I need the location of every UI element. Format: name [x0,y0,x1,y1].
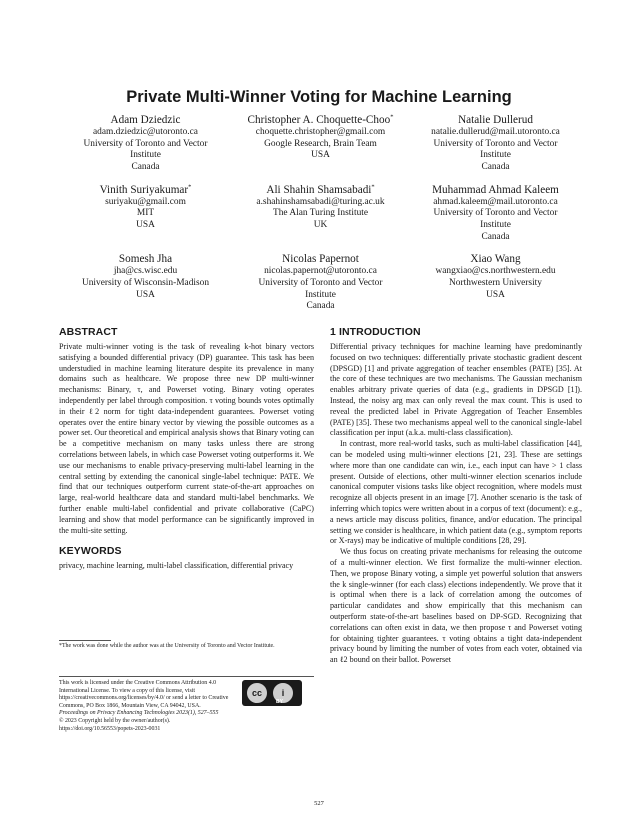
author-affiliation: Canada [131,161,160,172]
copyright-line: © 2023 Copyright held by the owner/author(s). [59,717,171,724]
by-label: BY [276,699,283,705]
author-name: Christopher A. Choquette-Choo* [247,113,394,126]
author-affiliation: MIT [136,208,155,219]
author-affiliation: Canada [306,301,335,312]
keywords-heading: KEYWORDS [59,545,122,558]
author-affiliation: UK [313,219,328,230]
author-name: Muhammad Ahmad Kaleem [432,183,559,196]
author-affiliation: Institute [130,150,161,161]
paper-title: Private Multi-Winner Voting for Machine Learning [126,88,512,106]
author-affiliation: Institute [305,289,336,300]
abstract-heading: ABSTRACT [59,326,118,338]
author-affiliation: University of Toronto and Vector [83,138,208,149]
author-email[interactable]: choquette.christopher@gmail.com [255,127,386,138]
author-footnote-mark: * [188,182,192,190]
abstract-text: Private multi-winner voting is the task of revealing k-hot binary vectors satisfying a bounded differential privacy (DP) guarantee. This task has been understudied in machine learning literature despite its prevalence in many domains such as healthcare. We propose three new DP multi-winner mechanisms: Binary, τ, and Powerset voting. Binary voting operates independently per label through composition. τ voting bounds votes optimally in their ℓ2 norm for tight data-independent guarantees. Powerset voting operates over the entire binary vector by viewing the possible outcomes as a power set. Our theoretical and empirical analysis shows that Binary voting can be a competitive mechanism on many tasks unless there are strong correlations between labels, in which case Powerset voting outperforms it. We use our mechanisms to enable privacy-preserving multi-label learning in the central setting by extending the canonical single-label technique: PATE. We find that our techniques outperform current state-of-the-art approaches on large, real-world healthcare data and standard multi-label benchmarks. We further enable multi-label confidential and private collaborative (CaPC) learning and show that model performance can be significantly improved in the multi-site setting. [59,342,314,535]
author-affiliation: University of Toronto and Vector [433,138,558,149]
author-email[interactable]: a.shahinshamsabadi@turing.ac.uk [256,196,385,207]
author-affiliation: Institute [480,150,511,161]
intro-paragraph: In contrast, more real-world tasks, such as multi-label classification [44], can be modeled using multi-winner elections [21, 23]. These are settings where more than one candidate can win, i.e., each input can have > 1 class present. Outside of elections, other multi-winner election scenarios include canonical computer visions tasks like object recognition, where models must recognize all objects present in an image [7]. Another scenario is the task of inferring which topics were written about in a corpus of text (document): e.g., a news article may discuss politics, finance, and/or education. The principal setting we consider is healthcare, in which patient data (e.g., symptom reports or X-rays) may be indicative of multiple conditions [28, 29]. [330,439,582,546]
author-name: Somesh Jha [118,253,173,266]
left-column [59,326,314,572]
right-column [330,326,582,666]
author-affiliation: USA [136,219,155,230]
author-email[interactable]: wangxiao@cs.northwestern.edu [435,266,556,277]
introduction-heading: 1 INTRODUCTION [330,326,421,338]
author-email[interactable]: adam.dziedzic@utoronto.ca [93,127,198,138]
author-affiliation: Canada [481,231,510,242]
author-affiliation: Google Research, Brain Team [264,138,377,149]
author-affiliation: The Alan Turing Institute [272,208,369,219]
attribution-icon: i [272,682,294,704]
author-block [58,114,582,313]
proceedings-line: Proceedings on Privacy Enhancing Technologies 2023(1), 527–555 [59,710,219,717]
author-affiliation: USA [311,150,330,161]
author-name: Adam Dziedzic [110,114,181,126]
keywords-text: privacy, machine learning, multi-label classification, differential privacy [59,561,294,571]
page-number: 527 [314,800,324,807]
author-name: Vinith Suriyakumar* [99,182,192,196]
cc-by-badge [242,680,302,706]
footnote-rule [59,640,111,641]
author-affiliation: Canada [481,161,510,172]
author-name: Ali Shahin Shamsabadi* [266,182,375,196]
license-rule [59,676,314,677]
author-affiliation: University of Toronto and Vector [433,208,558,219]
author-affiliation: Northwestern University [449,277,542,288]
author-card [58,184,233,244]
author-card [408,184,583,244]
author-email[interactable]: suriyaku@gmail.com [105,196,186,207]
author-footnote-mark: * [390,113,394,121]
author-affiliation: Institute [480,219,511,230]
author-card [58,114,233,174]
author-name: Nicolas Papernot [282,253,359,266]
author-card [408,253,583,313]
author-card [233,184,408,244]
author-card [408,114,583,174]
author-card [58,253,233,313]
author-email[interactable]: ahmad.kaleem@mail.utoronto.ca [433,196,558,207]
license-text: This work is licensed under the Creative Commons Attribution 4.0 International License. To view a copy of this license, visit https://creativecommons.org/licenses/by/4.0/ or send a letter to Creative Commons, PO Box 1866, Mountain View, CA 94042, USA. [59,680,229,709]
intro-paragraph: Differential privacy techniques for machine learning have predominantly focused on two techniques: differentially private stochastic gradient descent (DPSGD) [1] and private aggregation of teacher ensembles (PATE) [35]. At the core of these techniques are two mechanisms. The Gaussian mechanism enables arbitrary private queries of data (e.g., gradients in DPSGD [1]). Instead, the noisy arg max can only reveal the max count. This is used to reveal the predicted label in Private Aggregation of Teacher Ensembles (PATE) [35]. These two mechanisms appeal well to the canonical single-label classification per input (a.k.a. multi-class classification). [330,342,582,438]
doi-link[interactable]: https://doi.org/10.56553/popets-2023-0031 [59,725,161,732]
author-card [233,253,408,313]
author-affiliation: University of Wisconsin-Madison [81,277,210,288]
cc-icon: cc [246,682,268,704]
author-name: Natalie Dullerud [458,114,533,126]
author-footnote-mark: * [371,182,375,190]
author-affiliation: University of Toronto and Vector [258,277,383,288]
author-email[interactable]: natalie.dullerud@mail.utoronto.ca [431,127,560,138]
author-name: Xiao Wang [470,253,521,266]
author-affiliation: USA [486,289,505,300]
intro-paragraph: We thus focus on creating private mechanisms for releasing the outcome of a multi-winner election. We first formalize the multi-winner election. Then, we propose Binary voting, a simple yet powerful solution that answers the k single-winner (for each class) elections independently. We prove that it is optimal when there is a lack of correlation among the outcomes of particular candidates and show empirically that this mechanism can outperform state-of-the-art baselines based on DP-SGD. Recognizing that correlations can often exist in data, we then propose τ and Powerset voting for obtaining tighter guarantees. τ voting obtains a tight data-independent privacy bound by limiting the number of votes from each voter, obtained via an ℓ2 bound on their ballot. Powerset [330,547,582,665]
author-email[interactable]: nicolas.papernot@utoronto.ca [264,266,377,277]
author-affiliation: USA [136,289,155,300]
author-card [233,114,408,174]
footnote: *The work was done while the author was at the University of Toronto and Vector Institute. [59,643,275,649]
author-email[interactable]: jha@cs.wisc.edu [113,266,178,277]
